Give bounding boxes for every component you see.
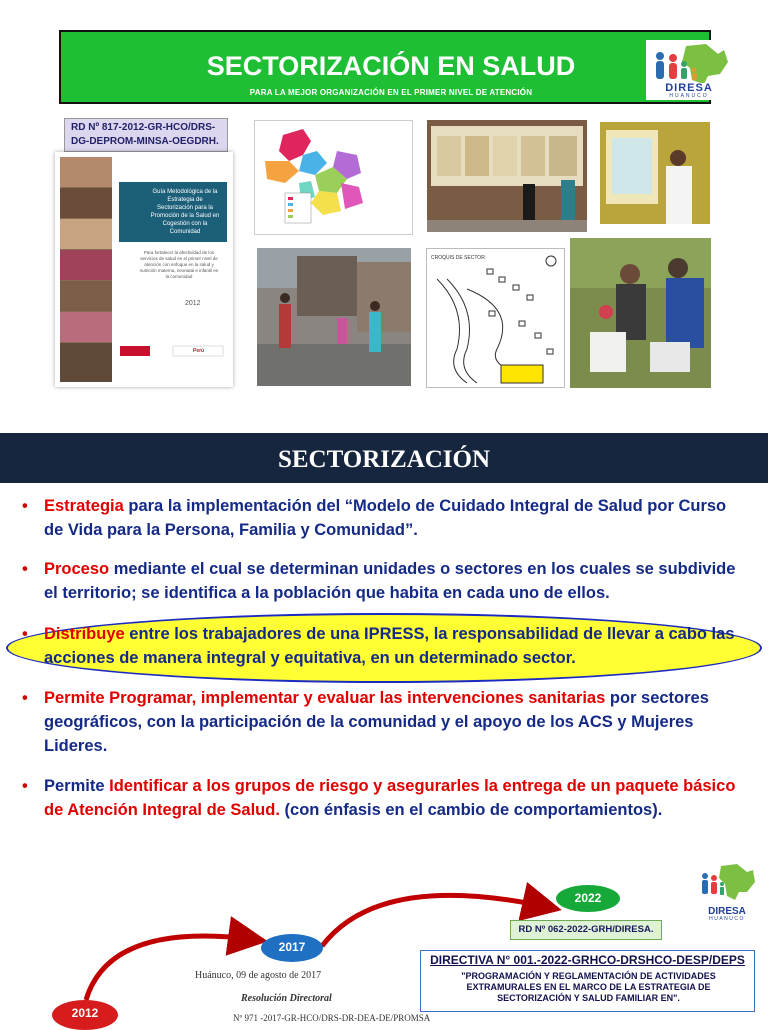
bullet-2-text (44, 557, 749, 605)
sketch-graphic (427, 249, 564, 387)
guide-year: 2012 (185, 300, 201, 307)
diresa-logo-small (695, 860, 759, 924)
logo-subtext: HUANUCO (669, 93, 709, 99)
top-slide (0, 0, 768, 432)
directive-text: "PROGRAMACIÓN Y REGLAMENTACIÓN DE ACTIVIDADES EXTRAMURALES EN EL MARCO DE LA ESTRATEGIA DE SECTORIZACIÓN Y SALUD FAMILIAR EN". (461, 971, 716, 1003)
bullet-dot: • (22, 777, 28, 795)
sketch-label: CROQUIS DE SECTOR (431, 255, 485, 261)
bullet-5-pre: Permite (44, 777, 110, 795)
logo-small-subtext: HUANUCO (709, 916, 745, 922)
rd-2012-label: RD Nº 817-2012-GR-HCO/DRS-DG-DEPROM-MINSA-OEGDRH. (64, 118, 228, 152)
mural-wall-photo (427, 120, 587, 232)
sector-map-image (254, 120, 413, 235)
year-2017-badge: 2017 (261, 934, 323, 962)
logo-small-text: DIRESA (708, 906, 746, 917)
directive-box (420, 950, 755, 1012)
resolution-document (195, 965, 431, 1025)
doctor-photo (600, 122, 710, 224)
bullet-3-lead: Distribuye (44, 625, 125, 643)
field-visit-photo (570, 238, 711, 388)
bullet-4-text (44, 686, 749, 758)
resolution-title: Resolución Directoral (241, 993, 332, 1004)
year-2012-badge: 2012 (52, 1000, 118, 1030)
bullet-5-lead: Identificar a los grupos de riesgo y asegurarles la entrega de un paquete básico de Atención Integral de Salud. (44, 777, 736, 819)
year-2022-badge: 2022 (556, 885, 620, 912)
street-graphic (257, 248, 411, 386)
bullet-1-text (44, 494, 749, 542)
directive-title: DIRECTIVA N° 001.-2022-GRHCO-DRSHCO-DESP/DEPS (430, 953, 745, 967)
bullet-dot: • (22, 625, 28, 643)
bullet-4-rest: por sectores geográficos, con la participación de la comunidad y el apoyo de los ACS y Mujeres Lideres. (44, 689, 709, 755)
guide-title-panel (119, 182, 227, 242)
section-title: SECTORIZACIÓN (277, 446, 491, 473)
bullet-3-rest: entre los trabajadores de una IPRESS, la responsabilidad de llevar a cabo las acciones de manera integral y equitativa, en un determinado sector. (44, 625, 735, 667)
guide-footer-brand: Perú (193, 348, 205, 354)
bullet-dot: • (22, 560, 28, 578)
guide-cover-image (55, 152, 233, 387)
mural-graphic (427, 120, 587, 232)
bullet-5-rest: (con énfasis en el cambio de comportamientos). (279, 801, 663, 819)
sector-sketch-image (426, 248, 565, 388)
field-graphic (570, 238, 711, 388)
doctor-graphic (600, 122, 710, 224)
bullet-1-lead: Estrategia (44, 497, 124, 515)
resolution-number: Nº 971 -2017-GR-HCO/DRS-DR-DEA-DE/PROMSA (233, 1013, 431, 1023)
bullet-1-rest: para la implementación del “Modelo de Cuidado Integral de Salud por Curso de Vida para la Persona, Familia y Comunidad”. (44, 497, 727, 539)
bullet-dot: • (22, 689, 28, 707)
bullet-2-lead: Proceso (44, 560, 110, 578)
guide-title: Guía Metodológica de la Estrategia de Sectorización para la Promoción de la Salud en Cogestión con la Comunidad (150, 189, 220, 235)
bullet-2-rest: mediante el cual se determinan unidades o sectores en los cuales se subdivide el territorio; se identifica a la población que habita en cada uno de ellos. (44, 560, 736, 602)
sector-map-graphic (255, 121, 412, 234)
bullet-5-text (44, 774, 749, 822)
guide-description: Para fortalecer la efectividad de los servicios de salud en el primer nivel de atención con enfoque en la salud y nutrición materna, neonatal e infantil en la comunidad (139, 250, 219, 279)
banner-title: SECTORIZACIÓN EN SALUD (206, 51, 576, 81)
banner-subtitle: PARA LA MEJOR ORGANIZACIÓN EN EL PRIMER NIVEL DE ATENCIÓN (249, 88, 533, 97)
street-photo (257, 248, 411, 386)
bullet-4-lead: Permite Programar, implementar y evaluar las intervenciones sanitarias (44, 689, 606, 707)
logo-text: DIRESA (665, 82, 713, 94)
rd-2022-label: RD Nº 062-2022-GRH/DIRESA. (510, 920, 662, 940)
title-banner (59, 30, 711, 104)
resolution-place-date: Huánuco, 09 de agosto de 2017 (195, 970, 322, 981)
bullet-dot: • (22, 497, 28, 515)
bullet-3-text (44, 622, 749, 670)
diresa-logo (646, 40, 731, 100)
